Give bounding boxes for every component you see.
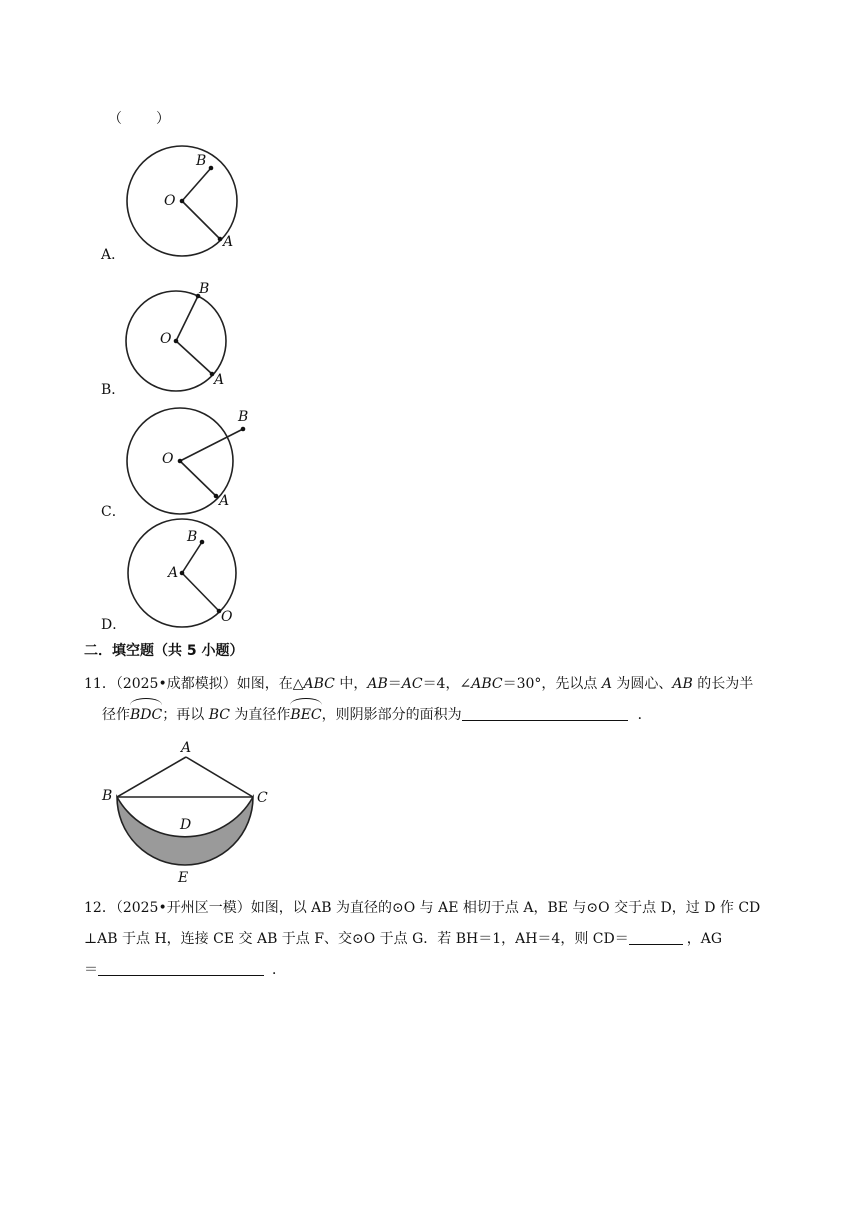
option-c-label-o: O: [162, 451, 174, 467]
arc-bec: BEC: [290, 700, 321, 731]
option-b-label-o: O: [160, 331, 172, 347]
section-title: 二．填空题（共 5 小题）: [84, 643, 244, 659]
question-11: 11．（2025•成都模拟）如图，在△ABC 中，AB＝AC＝4，∠ABC＝30°，先以点 A 为圆心、AB 的长为半 径作BDC；再以 BC 为直径作BEC，则阴影部分的面积为 ．: [84, 669, 784, 731]
q11-label-e: E: [178, 870, 189, 886]
q12-answer-blank-cd[interactable]: [629, 928, 683, 945]
option-d-label-b: B: [187, 529, 198, 545]
option-a-label-o: O: [164, 193, 176, 209]
q12-line2: ⊥AB 于点 H，连接 CE 交 AB 于点 F、交⊙O 于点 G．若 BH＝1，AH＝4，则 CD＝: [84, 931, 629, 947]
q11-label-a: A: [181, 740, 192, 756]
question-12: 12．（2025•开州区一模）如图，以 AB 为直径的⊙O 与 AE 相切于点 A，BE 与⊙O 交于点 D，过 D 作 CD ⊥AB 于点 H，连接 CE 交 AB 于点 F、交⊙O 于点 G．若 BH＝1，AH＝4，则 CD＝ ，AG ＝ ．: [84, 900, 761, 978]
q11-label-d: D: [180, 817, 192, 833]
q11-segment-ab: [117, 757, 186, 797]
option-b-label-b: B: [199, 281, 210, 297]
option-b-label-a: A: [214, 372, 225, 388]
option-d-label-o: O: [221, 609, 233, 625]
q11-label-c: C: [257, 790, 268, 806]
option-d-label[interactable]: D．: [101, 617, 127, 633]
option-c-label[interactable]: C．: [101, 504, 126, 520]
option-c-label-a: A: [219, 493, 230, 509]
arc-bdc: BDC: [130, 700, 162, 731]
answer-parentheses: （ ）: [108, 111, 172, 127]
option-b-label[interactable]: B．: [101, 382, 126, 398]
q11-segment-ac: [186, 757, 253, 797]
q12-line1: 如图，以 AB 为直径的⊙O 与 AE 相切于点 A，BE 与⊙O 交于点 D，过 D 作 CD: [250, 900, 761, 916]
option-a-label[interactable]: A．: [101, 247, 126, 263]
q11-source: （2025•成都模拟）: [115, 676, 237, 692]
q12-answer-blank-ag[interactable]: [98, 959, 264, 976]
q12-source: （2025•开州区一模）: [115, 900, 251, 916]
q11-number: 11．: [84, 676, 116, 692]
option-a-label-b: B: [196, 153, 207, 169]
q12-number: 12．: [84, 900, 116, 916]
option-c-label-b: B: [238, 409, 249, 425]
q11-label-b: B: [102, 788, 113, 804]
option-a-label-a: A: [223, 234, 234, 250]
option-d-label-a: A: [168, 565, 179, 581]
